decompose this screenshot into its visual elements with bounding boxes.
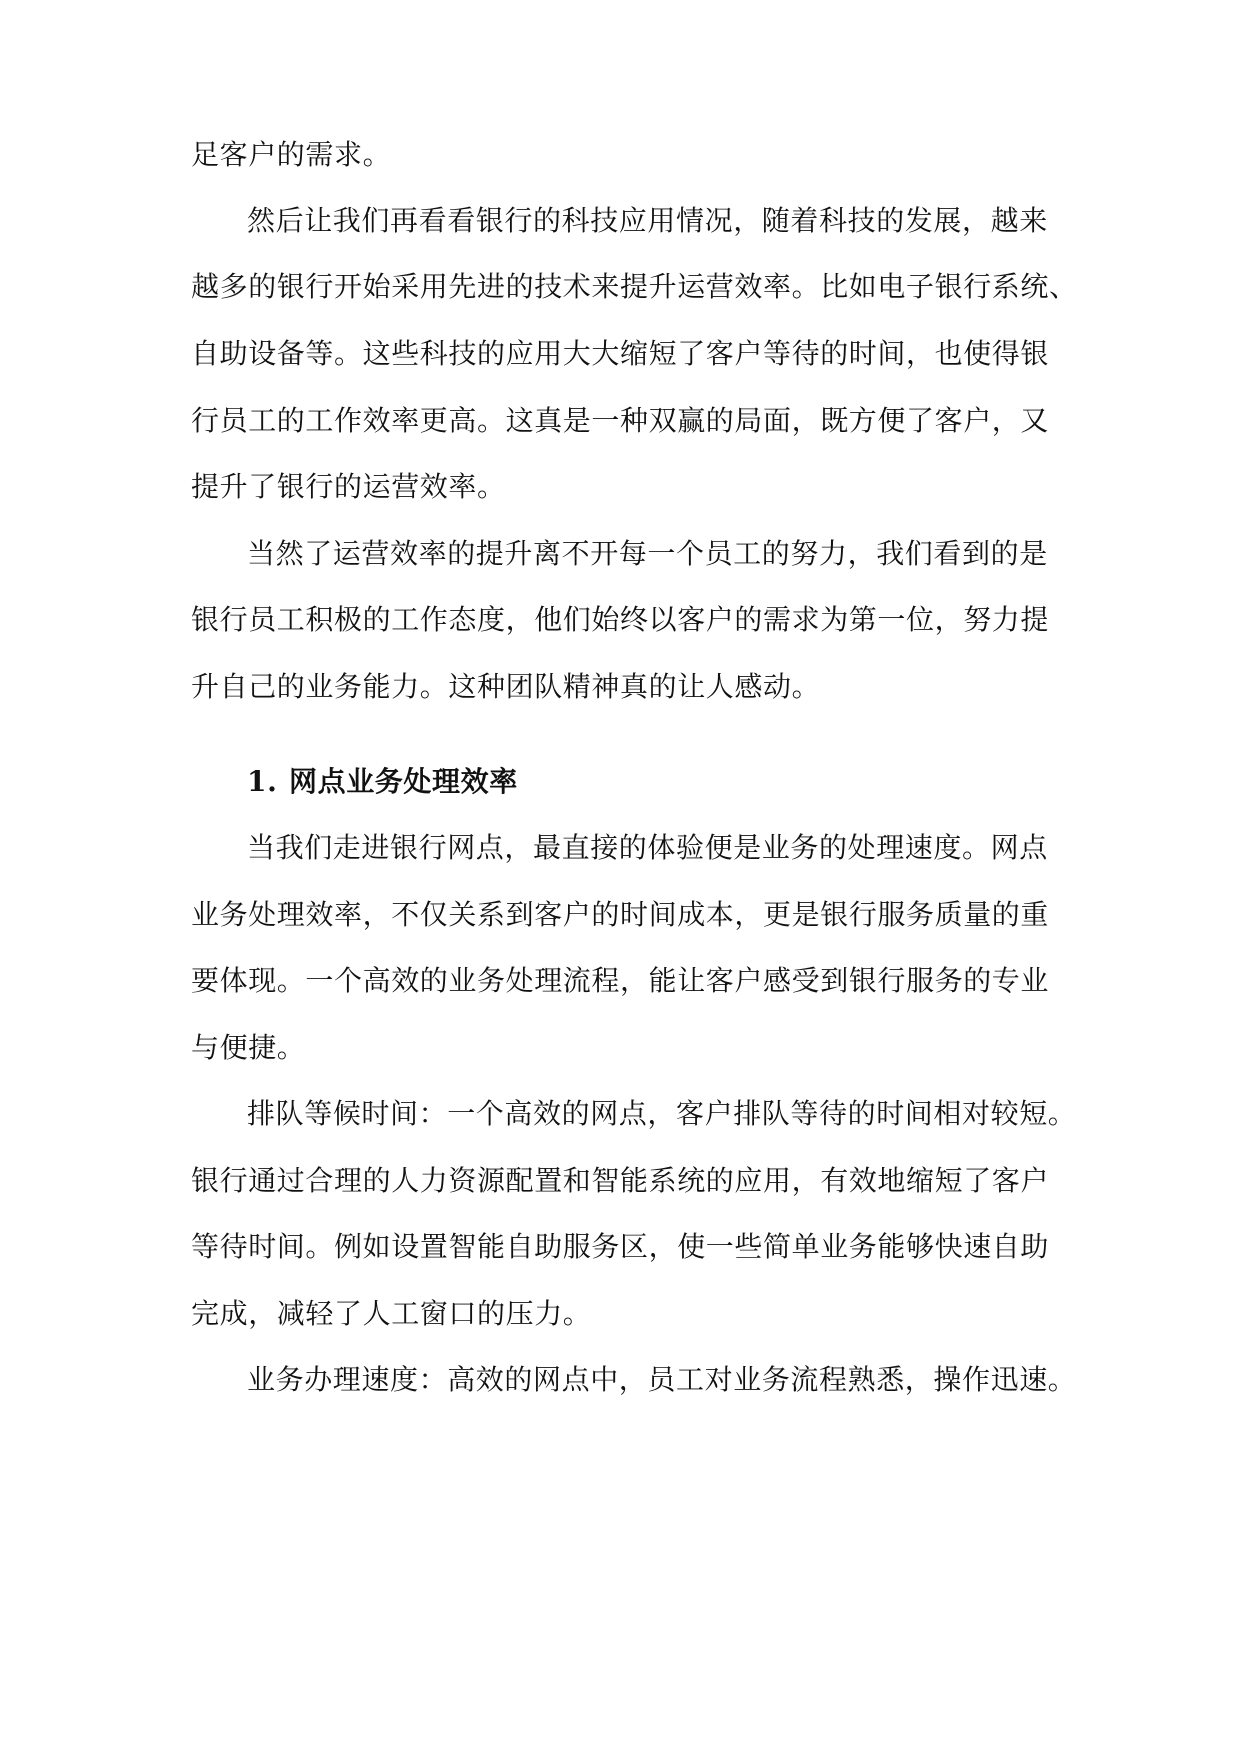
paragraph-line: 足客户的需求。 <box>191 138 392 171</box>
paragraph-line: 排队等候时间：一个高效的网点，客户排队等待的时间相对较短。 <box>247 1097 1077 1130</box>
paragraph-line: 升自己的业务能力。这种团队精神真的让人感动。 <box>191 670 821 703</box>
paragraph-line: 自助设备等。这些科技的应用大大缩短了客户等待的时间，也使得银 <box>191 337 1050 370</box>
paragraph-line: 与便捷。 <box>191 1031 306 1064</box>
paragraph-line: 越多的银行开始采用先进的技术来提升运营效率。比如电子银行系统、 <box>191 270 1078 303</box>
section-title: 网点业务处理效率 <box>289 765 518 798</box>
paragraph-line: 完成，减轻了人工窗口的压力。 <box>191 1297 592 1330</box>
paragraph-line: 提升了银行的运营效率。 <box>191 470 506 503</box>
paragraph-line: 业务处理效率，不仅关系到客户的时间成本，更是银行服务质量的重 <box>191 898 1050 931</box>
paragraph-line: 等待时间。例如设置智能自助服务区，使一些简单业务能够快速自助 <box>191 1230 1050 1263</box>
paragraph-line: 行员工的工作效率更高。这真是一种双赢的局面，既方便了客户，又 <box>191 404 1050 437</box>
paragraph-line: 然后让我们再看看银行的科技应用情况，随着科技的发展，越来 <box>247 204 1048 237</box>
paragraph-line: 业务办理速度：高效的网点中，员工对业务流程熟悉，操作迅速。 <box>247 1363 1077 1396</box>
paragraph-line: 要体现。一个高效的业务处理流程，能让客户感受到银行服务的专业 <box>191 964 1050 997</box>
section-number: 1. <box>247 765 278 798</box>
section-heading <box>247 762 518 802</box>
paragraph-line: 当然了运营效率的提升离不开每一个员工的努力，我们看到的是 <box>247 537 1048 570</box>
paragraph-line: 当我们走进银行网点，最直接的体验便是业务的处理速度。网点 <box>247 831 1048 864</box>
paragraph-line: 银行通过合理的人力资源配置和智能系统的应用，有效地缩短了客户 <box>191 1164 1050 1197</box>
paragraph-line: 银行员工积极的工作态度，他们始终以客户的需求为第一位，努力提 <box>191 603 1050 636</box>
